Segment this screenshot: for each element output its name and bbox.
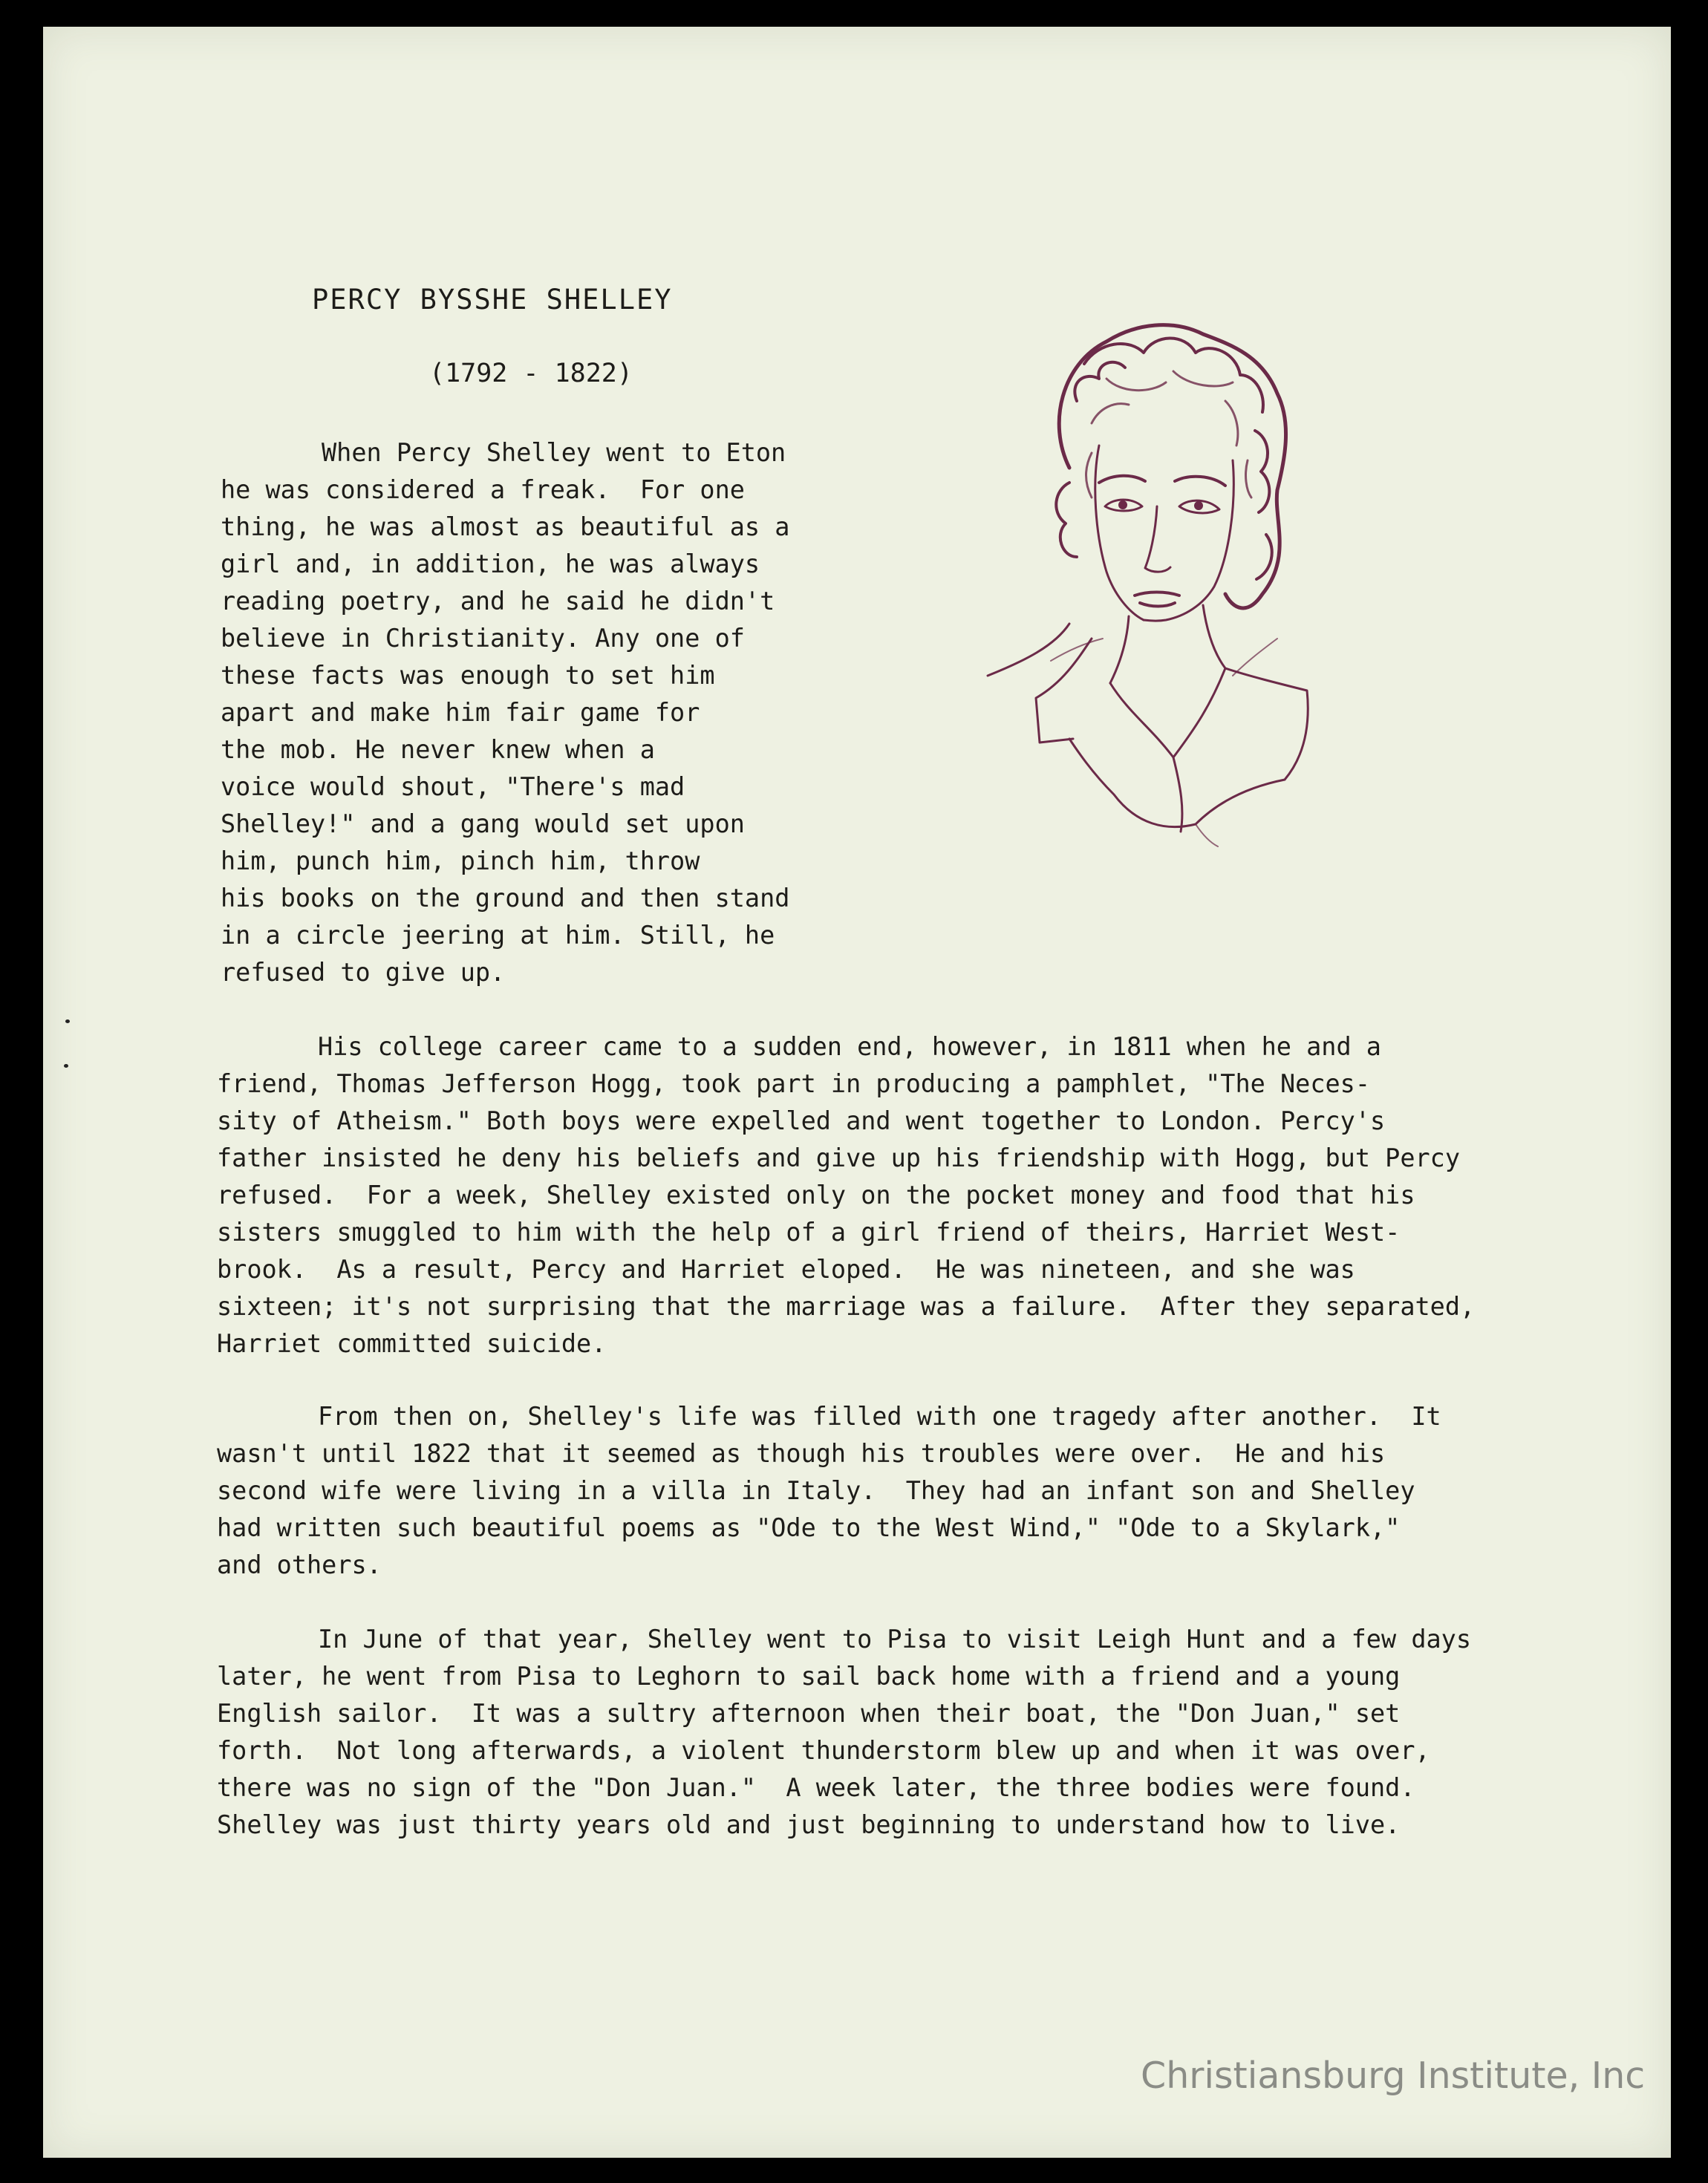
paragraph-line: refused. For a week, Shelley existed only on the pocket money and food that his — [217, 1181, 1415, 1210]
paragraph-death — [217, 1621, 1554, 1844]
paragraph-line: sity of Atheism." Both boys were expelled and went together to London. Percy's — [217, 1106, 1386, 1135]
shirt-collar — [988, 624, 1308, 832]
paper-speck — [65, 1019, 70, 1023]
left-eyebrow — [1099, 476, 1145, 483]
neck — [1110, 605, 1225, 683]
paragraph-eton — [221, 434, 874, 991]
paragraph-line: his books on the ground and then stand — [221, 884, 790, 913]
paragraph-college — [217, 1028, 1554, 1363]
paragraph-line: in a circle jeering at him. Still, he — [221, 921, 775, 950]
mouth — [1135, 593, 1179, 607]
paragraph-line: In June of that year, Shelley went to Pisa to visit Leigh Hunt and a few days — [318, 1625, 1471, 1654]
face-right-outline — [1144, 460, 1233, 621]
paragraph-line: girl and, in addition, he was always — [221, 549, 760, 578]
paragraph-line: there was no sign of the "Don Juan." A week later, the three bodies were found. — [217, 1773, 1415, 1802]
paragraph-line: apart and make him fair game for — [221, 698, 700, 727]
nose — [1145, 506, 1170, 572]
paragraph-line: His college career came to a sudden end, however, in 1811 when he and a — [318, 1032, 1381, 1061]
paragraph-line: these facts was enough to set him — [221, 661, 715, 690]
paragraph-line: brook. As a result, Percy and Harriet eloped. He was nineteen, and she was — [217, 1255, 1355, 1284]
paragraph-line: him, punch him, pinch him, throw — [221, 846, 700, 875]
paragraph-line: refused to give up. — [221, 958, 506, 987]
paragraph-line: later, he went from Pisa to Leghorn to sail back home with a friend and a young — [217, 1662, 1401, 1691]
paragraph-line: believe in Christianity. Any one of — [221, 624, 745, 653]
paragraph-line: friend, Thomas Jefferson Hogg, took part in producing a pamphlet, "The Neces- — [217, 1069, 1370, 1098]
shelley-portrait-sketch — [980, 312, 1366, 950]
paragraph-line: forth. Not long afterwards, a violent thunderstorm blew up and when it was over, — [217, 1736, 1430, 1765]
paragraph-line: voice would shout, "There's mad — [221, 772, 685, 801]
shirt-shading — [1051, 639, 1277, 846]
paragraph-line: second wife were living in a villa in Italy. They had an infant son and Shelley — [217, 1476, 1415, 1505]
right-eyebrow — [1175, 477, 1225, 486]
paragraph-line: When Percy Shelley went to Eton — [322, 438, 786, 467]
paragraph-line: and others. — [217, 1550, 382, 1579]
paragraph-line: sisters smuggled to him with the help of a girl friend of theirs, Harriet West- — [217, 1218, 1401, 1247]
paragraph-line: English sailor. It was a sultry afternoon when their boat, the "Don Juan," set — [217, 1699, 1401, 1728]
life-dates: (1792 - 1822) — [429, 359, 633, 388]
page-title: PERCY BYSSHE SHELLEY — [312, 284, 673, 316]
watermark-text: Christiansburg Institute, Inc — [1141, 2055, 1646, 2097]
paragraph-line: father insisted he deny his beliefs and give up his friendship with Hogg, but Percy — [217, 1143, 1461, 1172]
right-pupil — [1194, 501, 1203, 510]
paper-speck — [64, 1064, 68, 1068]
left-pupil — [1118, 500, 1127, 509]
paragraph-line: From then on, Shelley's life was filled with one tragedy after another. It — [318, 1402, 1441, 1431]
paragraph-line: the mob. He never knew when a — [221, 735, 655, 764]
paragraph-line: he was considered a freak. For one — [221, 475, 745, 504]
paragraph-line: thing, he was almost as beautiful as a — [221, 512, 790, 541]
hair-outline — [1059, 325, 1285, 608]
paragraph-line: Shelley!" and a gang would set upon — [221, 809, 745, 838]
paragraph-line: sixteen; it's not surprising that the marriage was a failure. After they separated, — [217, 1292, 1476, 1321]
paragraph-tragedy — [217, 1398, 1554, 1584]
paragraph-line: had written such beautiful poems as "Ode to the West Wind," "Ode to a Skylark," — [217, 1513, 1401, 1542]
paragraph-line: Harriet committed suicide. — [217, 1329, 607, 1358]
paragraph-line: wasn't until 1822 that it seemed as though his troubles were over. He and his — [217, 1439, 1386, 1468]
paragraph-line: Shelley was just thirty years old and just beginning to understand how to live. — [217, 1810, 1401, 1839]
paragraph-line: reading poetry, and he said he didn't — [221, 587, 775, 616]
